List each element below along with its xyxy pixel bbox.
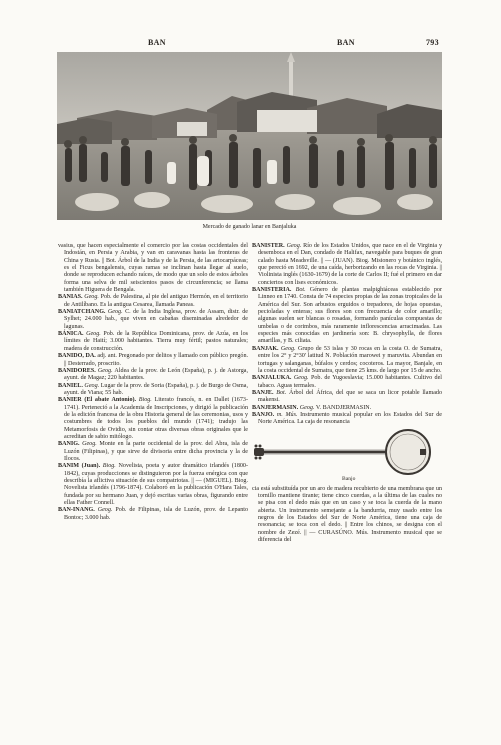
dictionary-entry: [58, 331, 248, 353]
entry-headword: BANIDO, DA.: [58, 353, 96, 360]
entry-headword: BANIG.: [58, 441, 80, 448]
entry-text: Aldea de la prov. de León (España), p. j. de Astorga, ayunt. de Magaz; 220 habitantes.: [64, 367, 249, 382]
entry-text: Árbol del África, del que se saca un licor potable llamado makensi.: [258, 389, 442, 404]
market-photograph: [57, 52, 442, 220]
dictionary-entry: [252, 346, 442, 375]
entry-abbreviation: Geog.: [286, 243, 302, 249]
entry-text: vasius, que hacen especialmente el comercio por las costas occidentales del Indostán, en Persia y Arabia, y van en caravanas hasta las fronteras de China y Rusia. || Bot. Árbol de la India y de la Persia, de las artocarpáceas; es el Ficus bengalensis, cuyas ramas se inclinan hasta llegar al suelo, donde se reproducen echando raíces, de modo que un solo de estos árboles forma una selva de mil seiscientos pasos de circunferencia; se llama también Higuera de Bengala.: [58, 243, 248, 294]
dictionary-entry: [58, 243, 248, 294]
entry-abbreviation: Bot.: [276, 389, 287, 396]
entry-headword: BANIDORES.: [58, 367, 96, 374]
right-column-entries: [252, 243, 442, 427]
dictionary-entry: [58, 294, 248, 309]
entry-headword: BANIER (El abate Antonio).: [58, 397, 137, 404]
dictionary-entry: [58, 383, 248, 398]
entry-headword: BAN-INANG.: [58, 507, 95, 514]
entry-text: Lugar de la prov. de Soria (España), p. j. de Burgo de Osma, ayunt. de Viana; 55 hab.: [64, 382, 248, 396]
entry-abbreviation: m. Mús.: [276, 411, 298, 418]
entry-text: Pob. de Yugoeslavia; 15.000 habitantes. Cultivo del tabaco. Aguas termales.: [258, 375, 442, 389]
entry-headword: BANIATCHANG.: [58, 309, 106, 316]
dictionary-entry: [252, 375, 442, 390]
entry-text: Río de los Estados Unidos, que nace en el de Virginia y desemboca en el Dan, condado de Halifax, navegable para buques de gran calado hasta Meadsville. || — (JUAN). Biog. Misionero y botánico inglés, que pereció en 1692, de una caída, herborizando en las rocas de Virginia. || Violinista inglés (1630-1679) de la corte de Carlos II; fué el primero en dar conciertos con lises económicos.: [258, 243, 443, 286]
dictionary-entry: [252, 243, 442, 287]
dictionary-entry: [252, 287, 442, 346]
dictionary-entry: [58, 463, 248, 507]
banjo-illustration: [252, 428, 442, 484]
entry-text: adj. ant. Pregonado por delitos y llamado con público pregón. || Desterrado, proscrito.: [64, 353, 249, 367]
running-header-left: BAN: [148, 38, 166, 47]
banjo-drawing: [252, 428, 442, 476]
entry-headword: BANJO.: [252, 411, 275, 418]
entry-text: cia está substituída por un aro de madera recubierto de una membrana que un tornillo mantiene tirante; tiene cinco cuerdas, a la última de las cuales no se pisa con el dedo más que en un caso y se toca la cuerda de la mano abierta. Un instrumento semejante a la bandurria, muy usado entre los negros de los Estados del Sur de Norte América, tiene una caja de resonancia; se toca con el dedo. || Entre los chinos, se designa con el nombre de Zezé. || — CURASÚNO. Mús. Instrumento musical que se diferencia del: [252, 485, 442, 543]
entry-headword: BANISTER.: [252, 243, 285, 249]
right-text-column: [252, 243, 442, 544]
entry-abbreviation: Geog.: [86, 331, 101, 338]
right-column-continuation: [252, 486, 442, 545]
entry-text: Novelista, poeta y autor dramático irlandés (1800-1842), cuyas producciones se distinguieron por la fuerza enérgica con que describía la aflictiva situación de sus compatriotas. || — (MIGUEL). Biog. Novelista irlandés (1796-1874). Colaboró en la publicación O'Hara Tales, fundada por su hermano Juan, y dejó escritas varias obras, figurando entre ellas Father Connell.: [64, 463, 249, 507]
entry-text: Grupo de 53 islas y 30 rocas en la costa O. de Sumatra, entre los 2° y 2°30' latitud N. Población marowei y maruvita. Abundan en tortugas y salanganas, búfalos y cerdos; cocoteros. La mayor, Banjale, en la costa occidental de Sumatra, que tiene 25 kms. de largo por 15 de ancho.: [258, 345, 442, 374]
entry-text: Pob. de la República Dominicana, prov. de Azúa, en los límites de Haití; 3.000 habitantes. Tierra muy fértil; pastos naturales; madera de construcción.: [64, 331, 248, 352]
entry-abbreviation: Geog.: [82, 441, 97, 448]
entry-text: Instrumento musical popular en los Estados del Sur de Norte América. La caja de resonancia: [258, 411, 443, 426]
entry-abbreviation: Biog.: [138, 397, 152, 404]
dictionary-entry: [58, 397, 248, 441]
entry-headword: BANJAK.: [252, 345, 279, 352]
entry-headword: BANIM (Juan).: [58, 463, 101, 470]
market-photo-image: [57, 52, 442, 220]
page-number: 793: [426, 38, 439, 47]
dictionary-entry: [58, 309, 248, 331]
dictionary-entry: [58, 368, 248, 383]
entry-text: V. BANDJERMASIN.: [315, 404, 372, 411]
banjo-caption: Banjo: [342, 475, 356, 482]
entry-abbreviation: Bot.: [295, 287, 306, 294]
entry-abbreviation: Geog.: [107, 309, 123, 316]
dictionary-entry: [58, 441, 248, 463]
entry-headword: BANIEL.: [58, 382, 83, 389]
entry-headword: BÁNICA.: [58, 331, 84, 338]
entry-text: Literato francés, n. en Dallet (1673-1741). Perteneció a la Academia de Inscripciones, y dirigió la publicación de la edición francesa de la obra Historia general de las ceremonias, usos y costumbres de todos los pueblos del mundo (1741); tradujo las Metamorfosis de Ovidio, sin contar otras diversas obras originales que le acreditan de sabio mitólogo.: [64, 397, 248, 440]
entry-headword: BANJE.: [252, 389, 274, 396]
entry-abbreviation: Geog.: [84, 294, 99, 301]
photo-caption: Mercado de ganado lanar en Banjaluka: [202, 224, 297, 230]
dictionary-entry: [252, 390, 442, 405]
entry-abbreviation: Geog.: [299, 404, 315, 411]
entry-text: Pob. de Palestina, al pie del antiguo Hermón, en el territorio de Antilíbano. Es la antigua Cesarea, llamada Paneas.: [64, 294, 249, 308]
entry-headword: BANJALUKA.: [252, 375, 292, 382]
dictionary-entry: [58, 353, 248, 368]
dictionary-entry: [252, 412, 442, 427]
entry-text: Pob. de Filipinas, isla de Luzón, prov. de Lepanto Bontoc; 3.000 hab.: [64, 507, 249, 521]
entry-text: Monte en la parte occidental de la prov. del Abra, isla de Luzón (Filipinas), y que sirve de divisoria entre dicha provincia y la de Ilocos.: [64, 441, 248, 462]
entry-text: Género de plantas malpighiáceas establecido por Linneo en 1740. Consta de 74 especies propias de las zonas tropicales de la América del Sur. Son arbustos erguidos o trepadores, de hojas opuestas, pecioladas y enteras; sus flores son con frecuencia de color amarillo; algunas suelen ser blancas o rosadas, formando panículas compuestas de umbelas o de corimbos, más raramente inflorescencias arracimadas. Las especies más conocidas en jardinería son: B. chrysophylla, de flores amarillas, y B. ciliata.: [258, 287, 442, 345]
dictionary-entry: [252, 405, 442, 412]
entry-abbreviation: Geog.: [84, 382, 100, 389]
entry-headword: BANIAS.: [58, 294, 83, 301]
entry-abbreviation: Geog.: [293, 375, 309, 382]
left-text-column: [58, 243, 248, 522]
entry-abbreviation: Geog.: [97, 507, 113, 514]
running-header-center: BAN: [337, 38, 355, 47]
entry-headword: BANJERMASIN.: [252, 404, 299, 411]
dictionary-entry: [58, 507, 248, 522]
entry-text: C. de la India Inglesa, prov. de Assam, distr. de Sylhet; 24.000 hab., que viven en cabañas diseminadas alrededor de lagunas.: [64, 309, 248, 330]
entry-abbreviation: Geog.: [97, 367, 113, 374]
entry-headword: BANISTERIA.: [252, 287, 292, 294]
dictionary-entry: [252, 486, 442, 545]
entry-abbreviation: Geog.: [280, 345, 296, 352]
entry-abbreviation: Biog.: [102, 463, 116, 470]
